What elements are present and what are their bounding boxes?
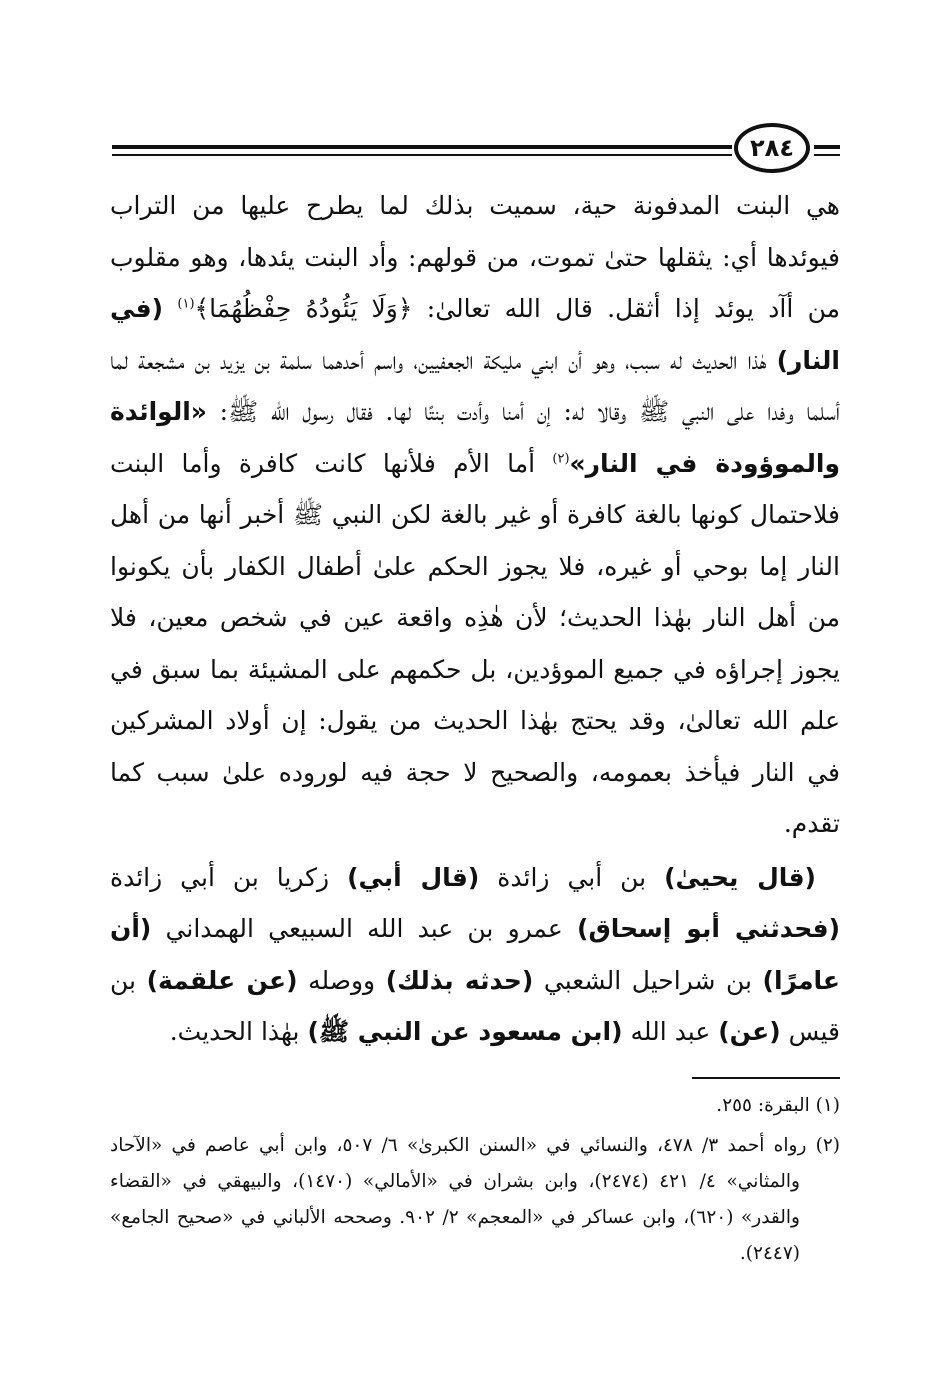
bold-term: (ابن مسعود عن النبي ﷺ) [307,1017,623,1046]
bold-term: (عن) [718,1017,781,1046]
bold-term: (أن عامرًا) [110,914,841,995]
footnote-ref-2: (٢) [552,451,570,467]
paragraph-1 [110,180,840,850]
footnote-1: (١) البقرة: ٢٥٥. [716,1095,840,1116]
bold-term: (في النار) [110,294,840,375]
text-run: هٰذا الحديث له سبب، وهو أن ابني مليكة الجعفيين، واسم أحدهما سلمة بن يزيد بن مشجعة لما أسلما وفدا على النبي ﷺ وقالا له: إن أمنا وأدت بنتًا لها. فقال رسول الله ﷺ: [110,345,840,426]
text-run: ووصله [308,965,376,995]
footnote-ref-1: (١) [177,296,195,312]
header-rule-tail-thin [814,154,840,156]
footnote-separator [692,1077,840,1079]
paragraph-2 [110,852,840,1058]
bold-term: (قال أبي) [347,862,480,892]
text-run: بن أبي زائدة [497,862,647,892]
footnotes [110,1088,840,1272]
text-run: عمرو بن عبد الله السبيعي الهمداني [165,914,563,943]
bold-term: (حدثه بذلك) [385,965,534,995]
text-run: زكريا بن أبي زائدة [110,862,330,892]
bold-term: (قال يحيىٰ) [664,862,816,892]
header-rule-thick [112,145,732,149]
main-text [110,180,840,1058]
text-run: بن قيس [110,965,840,1046]
text-run: عبد الله [630,1017,711,1046]
bold-term: (فحدثني أبو إسحاق) [577,914,841,943]
bold-term: (عن علقمة) [146,965,298,995]
text-run: هي البنت المدفونة حية، سميت بذلك لما يطرح عليها من التراب فيوئدها أي: يثقلها حتىٰ تموت، من قولهم: وأد البنت يئدها، وهو مقلوب من أآد يوئد إذا أثقل. قال الله تعالىٰ: ﴿وَلَا يَئُودُهُ حِفْظُهُمَا﴾ [110,191,840,323]
header-rule-thin [112,154,732,156]
page-number: ٢٨٤ [734,123,810,173]
page-header [112,123,840,183]
text-run: أما الأم فلأنها كانت كافرة وأما البنت فلاحتمال كونها بالغة كافرة أو غير بالغة لكن النبي ﷺ أخبر أنها من أهل النار إما بوحي أو غيره، فلا يجوز الحكم علىٰ أطفال الكفار بأن يكونوا من أهل النار بهٰذا الحديث؛ لأن هٰذِه واقعة عين في شخص معين، فلا يجوز إجراؤه في جميع الموؤدين، بل حكمهم على المشيئة بما سبق في علم الله تعالىٰ، وقد يحتج بهٰذا الحديث من يقول: إن أولاد المشركين في النار فيأخذ بعمومه، والصحيح لا حجة فيه لوروده علىٰ سبب كما تقدم. [110,448,840,838]
text-run: بهٰذا الحديث. [169,1017,300,1046]
footnote-2: (٢) رواه أحمد ٣/ ٤٧٨، والنسائي في «السنن الكبرىٰ» ٦/ ٥٠٧، وابن أبي عاصم في «الآحاد والمثاني» ٤/ ٤٢١ (٢٤٧٤)، وابن بشران في «الأمالي» (١٤٧٠)، والبيهقي في «القضاء والقدر» (٦٢٠)، وابن عساكر في «المعجم» ٢/ ٩٠٢. وصححه الألباني في «صحيح الجامع» (٢٤٤٧). [110,1135,840,1264]
header-rule-tail-thick [814,145,840,149]
bold-hadith: «الوائدة والموؤودة في النار» [110,397,840,478]
text-run: بن شراحيل الشعبي [543,965,752,995]
